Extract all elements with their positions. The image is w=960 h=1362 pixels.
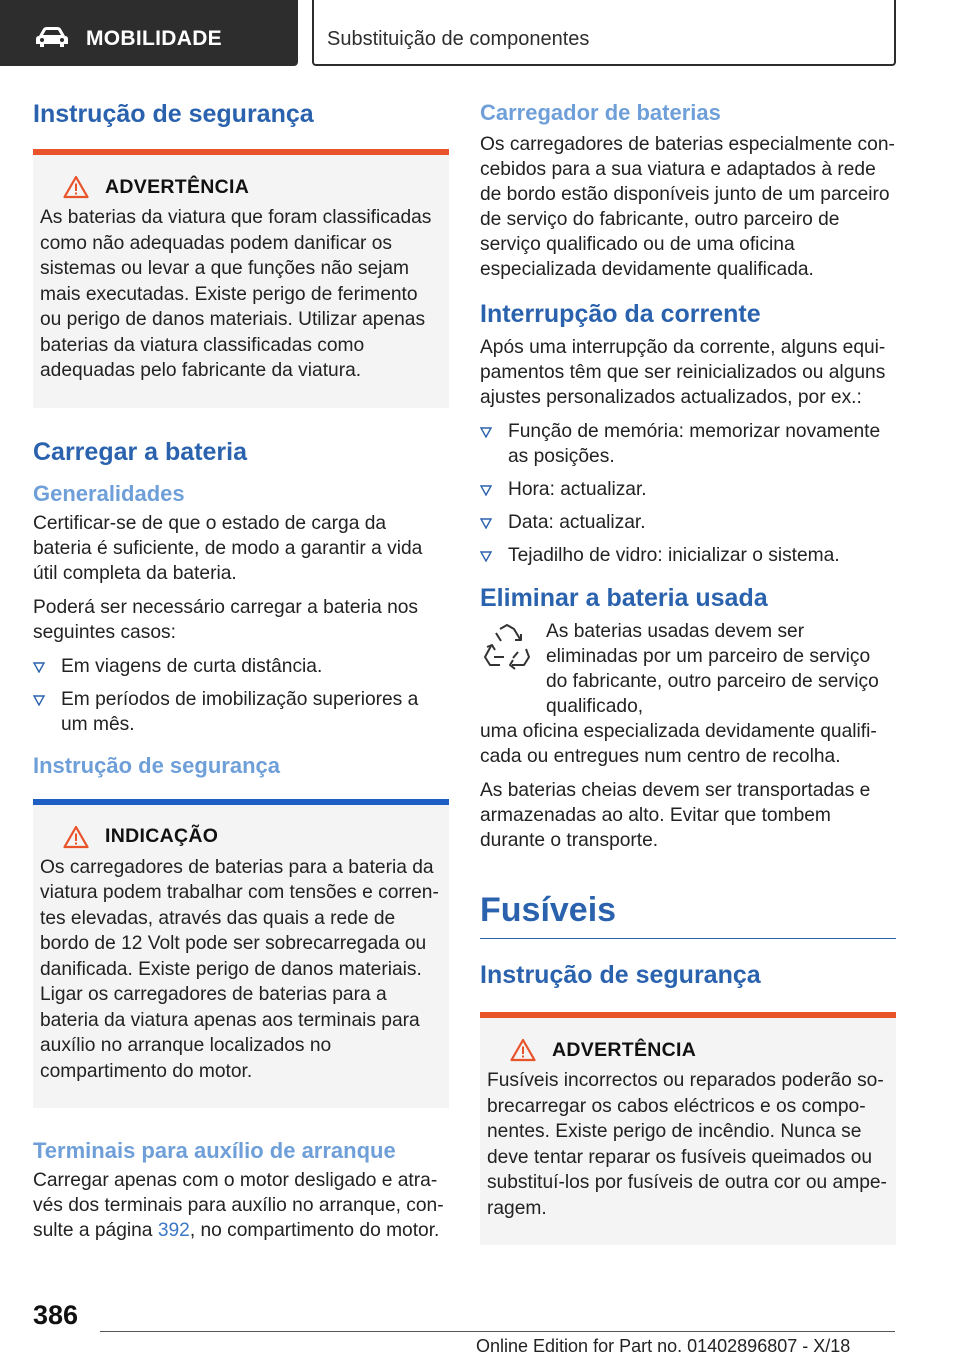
list-item: Tejadilho de vidro: inicializar o sistema.	[480, 543, 896, 568]
triangle-bullet-icon	[33, 662, 45, 673]
page-number: 386	[33, 1300, 79, 1330]
warning-box-fuses	[480, 1012, 896, 1245]
header-section-tab	[0, 0, 298, 66]
heading-fuses: Fusíveis	[480, 891, 896, 939]
triangle-bullet-icon	[480, 427, 492, 438]
paragraph-dispose-transport: As baterias cheias devem ser transportadas e armazenadas ao alto. Evitar que tombem durante o transporte.	[480, 780, 871, 851]
warning-triangle-icon	[63, 825, 89, 849]
paragraph-terminals: Carregar apenas com o motor desligado e através dos terminais para auxílio no arranque, consulte a página 392, no compartimento do motor.	[33, 1170, 444, 1241]
triangle-bullet-icon	[33, 695, 45, 706]
heading-charge-battery: Carregar a bateria	[33, 437, 248, 466]
paragraph-dispose-continued: uma oficina especializada devidamente qualificada ou entregues num centro de recolha.	[480, 721, 877, 767]
footer-edition: Online Edition for Part no. 01402896807 - X/18	[476, 1336, 851, 1356]
heading-general: Generalidades	[33, 480, 185, 506]
heading-safety-instruction-2: Instrução de segurança	[33, 752, 280, 778]
page-reference-link[interactable]: 392	[157, 1220, 190, 1241]
paragraph-interruption: Após uma interrupção da corrente, alguns equipamentos têm que ser reinicializados ou alguns ajustes personalizados actualizados, por ex.:	[480, 337, 886, 408]
warning-triangle-icon	[510, 1038, 536, 1062]
list-item: Em viagens de curta distância.	[33, 654, 449, 679]
interruption-list	[480, 419, 896, 568]
note-label: INDICAÇÃO	[105, 825, 219, 847]
warning-label: ADVERTÊNCIA	[105, 175, 250, 198]
heading-safety-instruction-3: Instrução de segurança	[480, 961, 761, 989]
warning-label: ADVERTÊNCIA	[552, 1038, 697, 1061]
list-item: Data: actualizar.	[480, 510, 896, 535]
footer-divider	[100, 1331, 895, 1332]
header-chapter-title: Substituição de componentes	[327, 28, 590, 50]
list-item: Em períodos de imobilização superiores a um mês.	[33, 687, 449, 737]
triangle-bullet-icon	[480, 518, 492, 529]
recycle-block	[480, 619, 896, 719]
warning-box	[33, 149, 449, 408]
header-section-title: MOBILIDADE	[86, 27, 222, 50]
paragraph-dispose-intro: As baterias usadas devem ser eliminadas por um parceiro de serviço do fabricante, outro parceiro de serviço qualificado,	[546, 621, 879, 717]
note-box	[33, 799, 449, 1109]
warning-text: As baterias da viatura que foram classificadas como não adequadas podem danificar os sistemas ou levar a que funções não sejam mais executadas. Existe perigo de ferimento ou perigo de danos materiais. Utilizar apenas baterias da viatura classificadas como adequadas pelo fabricante da viatura.	[40, 207, 432, 381]
list-item: Hora: actualizar.	[480, 477, 896, 502]
paragraph-general: Certificar-se de que o estado de carga da bateria é suficiente, de modo a garantir a vida útil completa da bateria.	[33, 512, 423, 584]
heading-safety-instruction: Instrução de segurança	[33, 100, 314, 128]
paragraph-cases: Poderá ser necessário carregar a bateria nos seguintes casos:	[33, 596, 419, 643]
car-icon	[34, 26, 70, 48]
paragraph-chargers: Os carregadores de baterias especialmente concebidos para a sua viatura e adaptados à rede de bordo estão disponíveis junto de um parceiro de serviço do fabricante, outro parceiro de serviço qualificado ou de uma oficina especializada devidamente qualificada.	[480, 134, 895, 280]
note-text: Os carregadores de baterias para a bateria da viatura podem trabalhar com tensões e correntes elevadas, através das quais a rede de bordo de 12 Volt pode ser sobrecarregada ou danificada. Existe perigo de danos materiais. Ligar os carregadores de baterias para a bateria da viatura apenas aos terminais para auxílio no arranque localizados no compartimento do motor.	[40, 856, 439, 1082]
heading-power-interruption: Interrupção da corrente	[480, 300, 761, 328]
triangle-bullet-icon	[480, 485, 492, 496]
heading-dispose-battery: Eliminar a bateria usada	[480, 584, 768, 612]
triangle-bullet-icon	[480, 551, 492, 562]
heading-jump-start-terminals: Terminais para auxílio de arranque	[33, 1138, 396, 1163]
right-column	[480, 100, 896, 1275]
cases-list	[33, 654, 449, 737]
header-chapter-tab	[312, 0, 896, 66]
heading-battery-chargers: Carregador de baterias	[480, 100, 721, 125]
list-item: Função de memória: memorizar novamente as posições.	[480, 419, 896, 469]
recycle-icon	[482, 623, 532, 671]
left-column	[33, 100, 449, 1252]
warning-triangle-icon	[63, 175, 89, 199]
warning-text: Fusíveis incorrectos ou reparados poderão sobrecarregar os cabos eléctricos e os componentes. Existe perigo de incêndio. Nunca se deve tentar reparar os fusíveis queimados ou substituí-los por fusíveis de outra cor ou amperagem.	[487, 1070, 887, 1219]
